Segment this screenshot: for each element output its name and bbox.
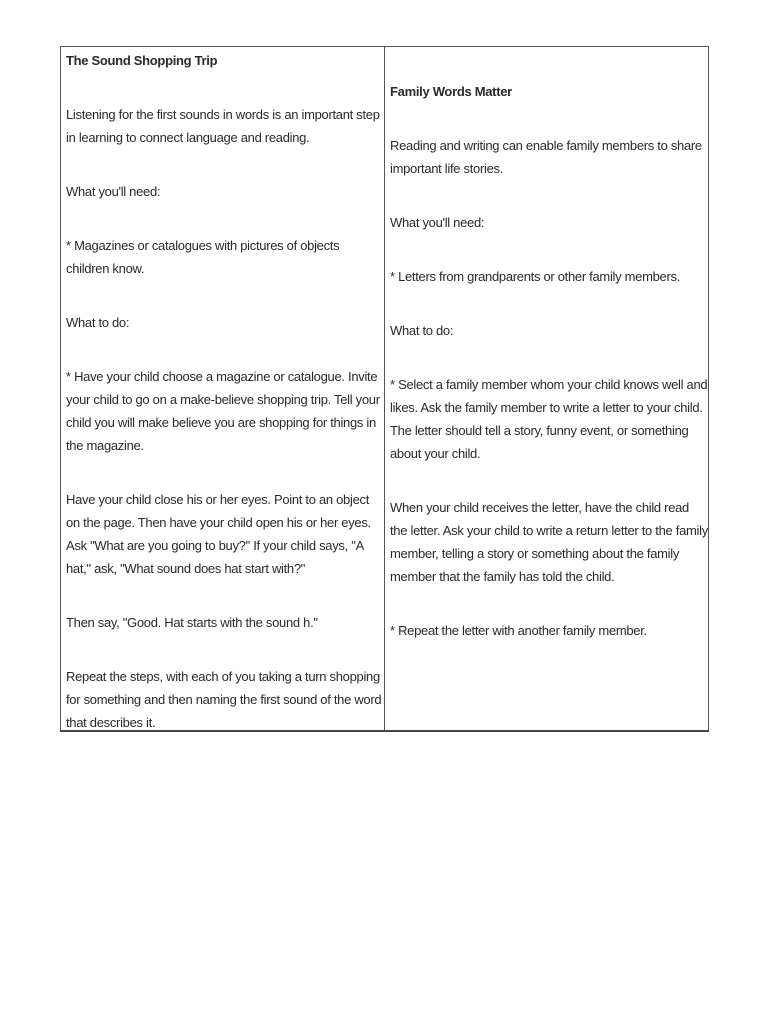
materials-item: * Magazines or catalogues with pictures of objects children know.	[66, 238, 340, 276]
instructions-label: What to do:	[390, 323, 454, 338]
activity-table	[60, 46, 709, 732]
instruction-step: When your child receives the letter, have the child read the letter. Ask your child to write a return letter to the family member, telling a story or something about the family member that the family has told the child.	[390, 500, 708, 584]
activity-intro: Reading and writing can enable family members to share important life stories.	[390, 138, 702, 176]
instructions-label: What to do:	[66, 315, 130, 330]
activity-intro: Listening for the first sounds in words is an important step in learning to connect language and reading.	[66, 107, 380, 145]
materials-label: What you'll need:	[390, 215, 485, 230]
materials-label: What you'll need:	[66, 184, 161, 199]
instruction-step: * Have your child choose a magazine or catalogue. Invite your child to go on a make-believe shopping trip. Tell your child you will make believe you are shopping for things in the magazine.	[66, 369, 380, 453]
activity-title: Family Words Matter	[390, 84, 512, 99]
sound-shopping-trip-column	[61, 47, 385, 730]
instruction-step: * Repeat the letter with another family member.	[390, 623, 647, 638]
family-words-matter-column	[385, 47, 708, 730]
activity-title: The Sound Shopping Trip	[66, 53, 218, 68]
materials-item: * Letters from grandparents or other family members.	[390, 269, 681, 284]
instruction-step: * Select a family member whom your child knows well and likes. Ask the family member to write a letter to your child. The letter should tell a story, funny event, or something about your child.	[390, 377, 708, 461]
instruction-step: Have your child close his or her eyes. Point to an object on the page. Then have your child open his or her eyes. Ask "What are you going to buy?" If your child says, "A hat," ask, "What sound does hat start with?"	[66, 492, 371, 576]
instruction-step: Then say, "Good. Hat starts with the sound h."	[66, 615, 318, 630]
instruction-step: Repeat the steps, with each of you taking a turn shopping for something and then naming the first sound of the word that describes it.	[66, 669, 382, 730]
